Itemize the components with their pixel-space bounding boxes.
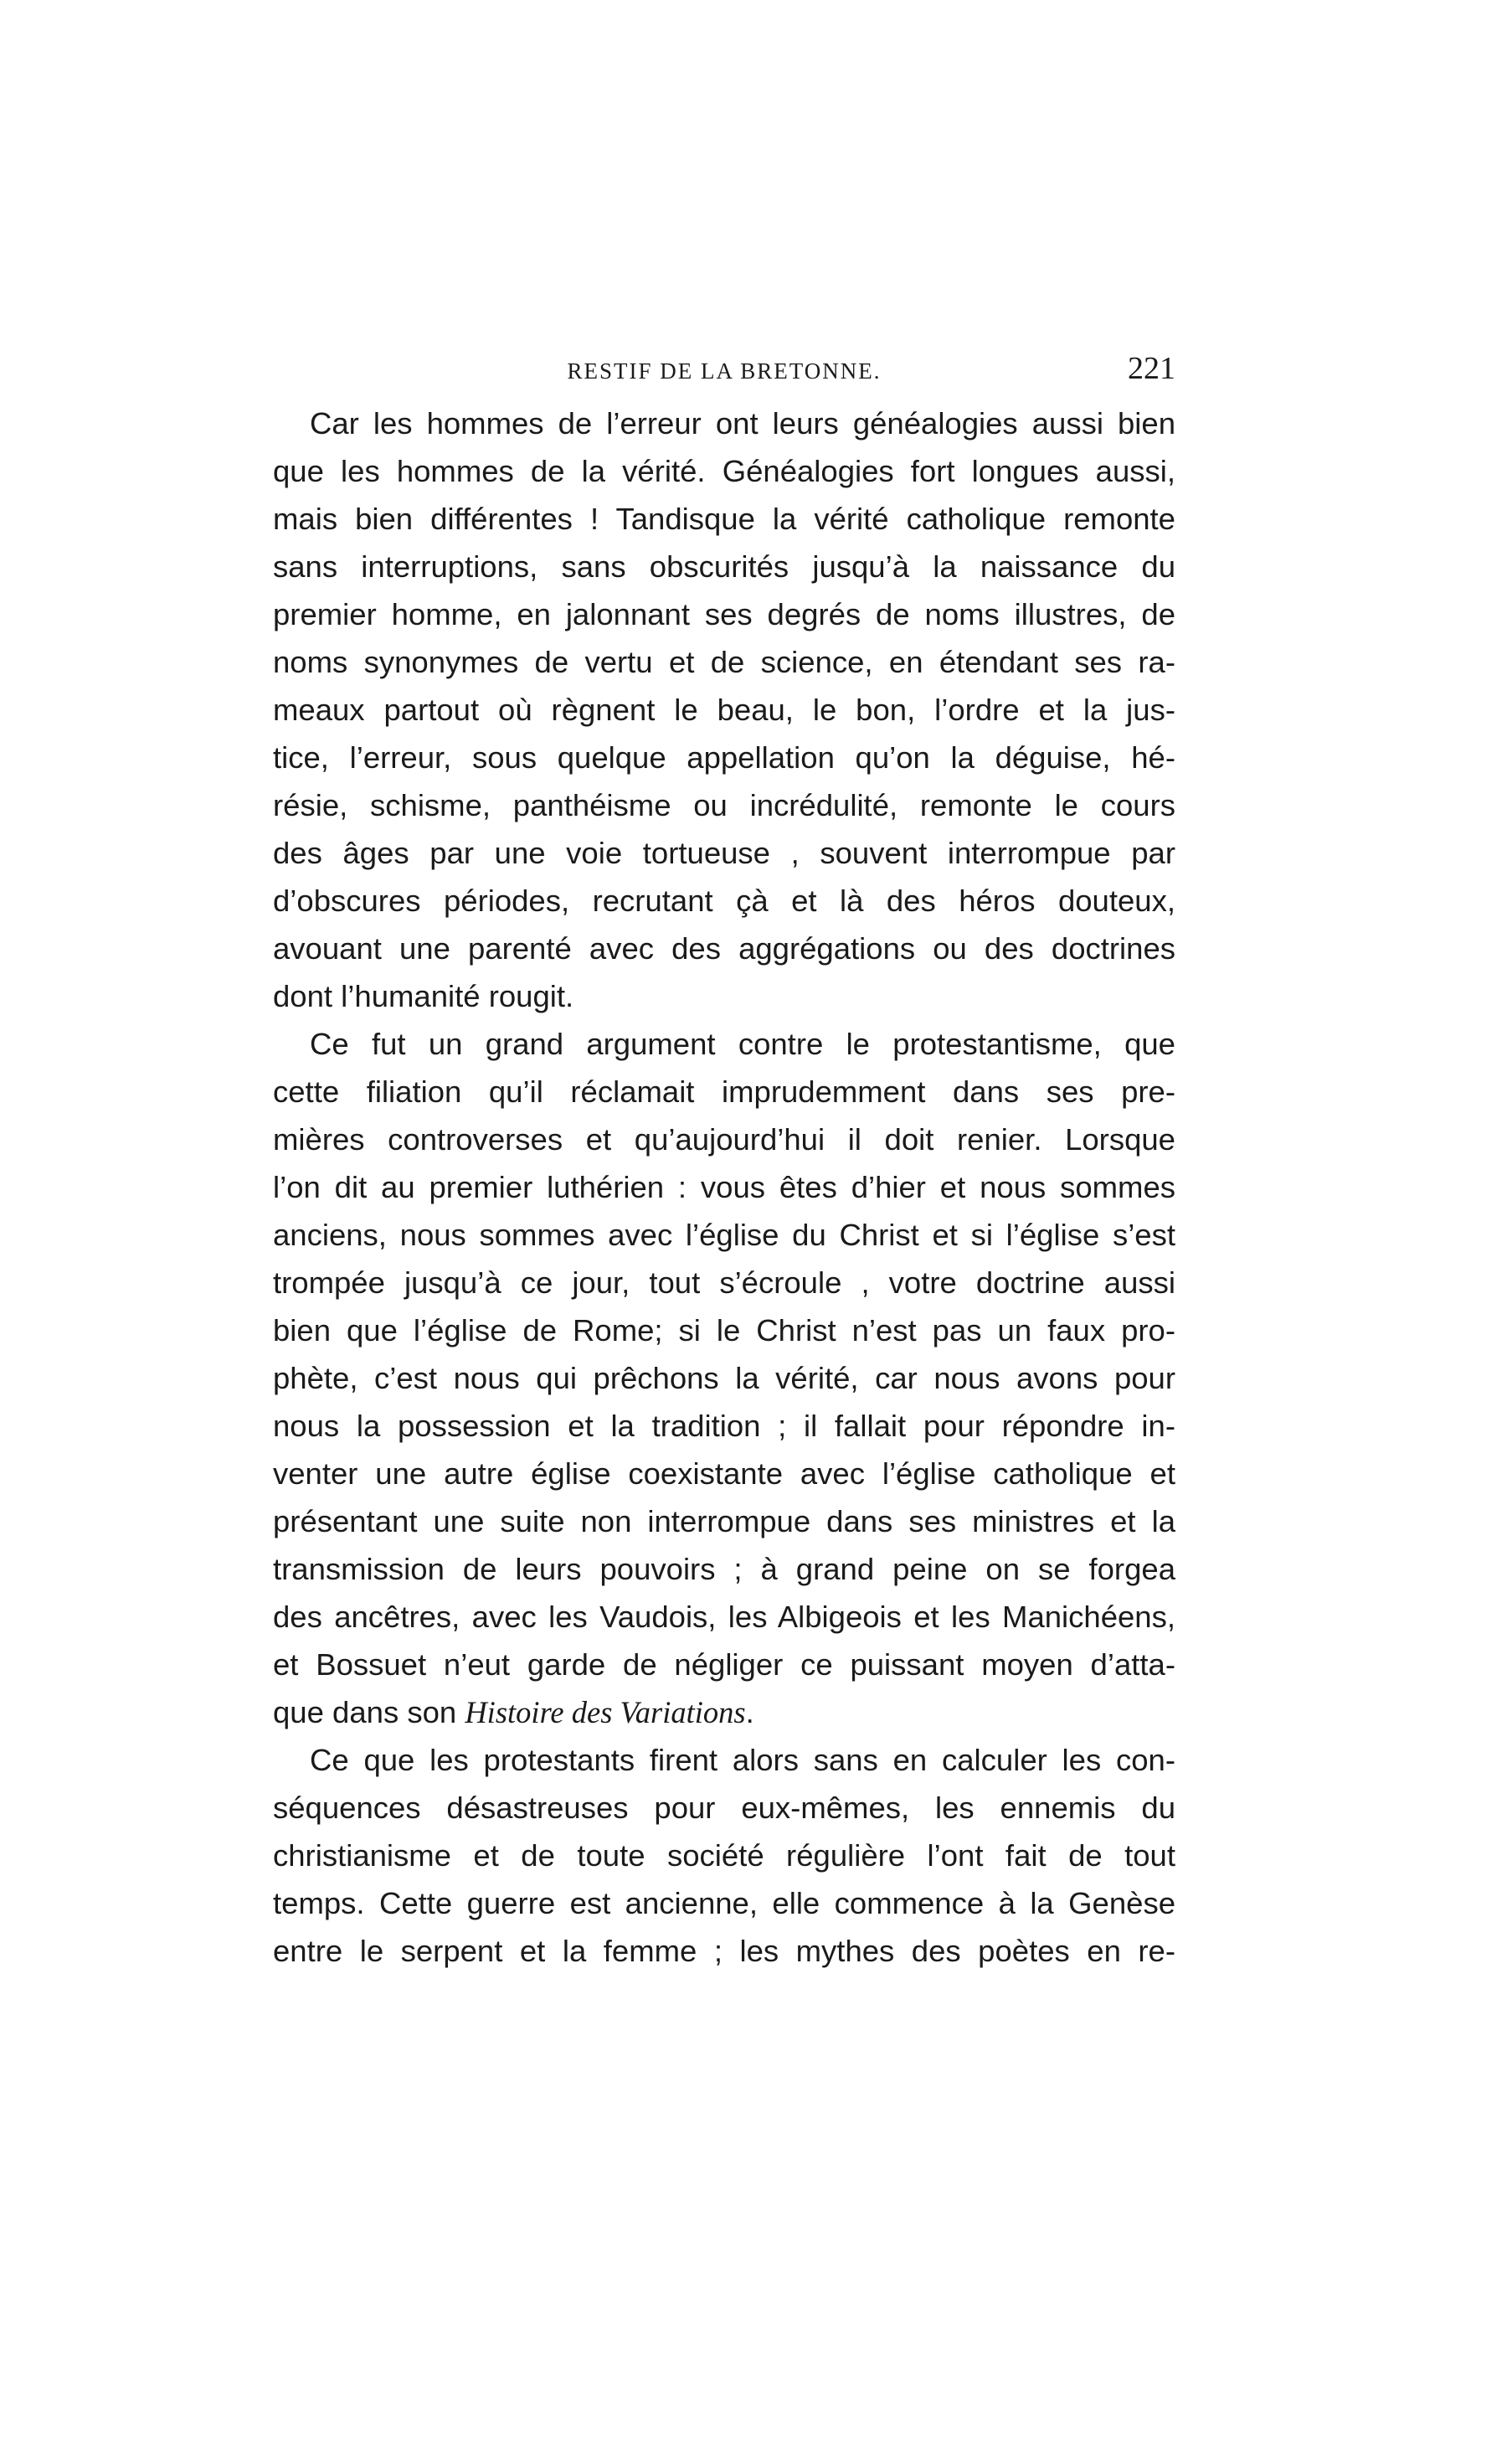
text-line: que les hommes de la vérité. Généalogies fort longues aussi,: [273, 454, 1175, 488]
line-prefix: que dans son: [273, 1695, 465, 1729]
text-line-with-title: [273, 1688, 1175, 1736]
paragraph-1: [273, 399, 1175, 1020]
text-line: Car les hommes de l’erreur ont leurs généalogies aussi bien: [310, 406, 1175, 441]
text-line: d’obscures périodes, recrutant çà et là des héros douteux,: [273, 884, 1175, 918]
body-text: [273, 399, 1175, 1975]
text-line: des ancêtres, avec les Vaudois, les Albigeois et les Manichéens,: [273, 1600, 1175, 1634]
text-line: anciens, nous sommes avec l’église du Christ et si l’église s’est: [273, 1218, 1175, 1252]
running-head: [273, 350, 1175, 400]
text-line: bien que l’église de Rome; si le Christ n’est pas un faux pro-: [273, 1313, 1175, 1348]
text-line: avouant une parenté avec des aggrégations ou des doctrines: [273, 931, 1175, 966]
text-line: mais bien différentes ! Tandisque la vérité catholique remonte: [273, 502, 1175, 536]
running-title: RESTIF DE LA BRETONNE.: [567, 358, 882, 384]
text-line: Ce que les protestants firent alors sans en calculer les con-: [310, 1743, 1175, 1777]
line-suffix: .: [745, 1695, 754, 1729]
text-line: premier homme, en jalonnant ses degrés de noms illustres, de: [273, 597, 1175, 631]
text-line: transmission de leurs pouvoirs ; à grand peine on se forgea: [273, 1552, 1175, 1586]
text-line: noms synonymes de vertu et de science, en étendant ses ra-: [273, 645, 1175, 679]
text-line: mières controverses et qu’aujourd’hui il doit renier. Lorsque: [273, 1122, 1175, 1157]
text-line: meaux partout où règnent le beau, le bon, l’ordre et la jus-: [273, 693, 1175, 727]
paragraph-2: [273, 1020, 1175, 1736]
text-line: temps. Cette guerre est ancienne, elle commence à la Genèse: [273, 1886, 1175, 1920]
text-line: tice, l’erreur, sous quelque appellation qu’on la déguise, hé-: [273, 740, 1175, 775]
text-line: des âges par une voie tortueuse , souvent interrompue par: [273, 836, 1175, 870]
text-line: nous la possession et la tradition ; il fallait pour répondre in-: [273, 1409, 1175, 1443]
text-line: entre le serpent et la femme ; les mythes des poètes en re-: [273, 1934, 1175, 1968]
book-title: Histoire des Variations: [465, 1695, 746, 1729]
text-line: cette filiation qu’il réclamait imprudemment dans ses pre-: [273, 1074, 1175, 1109]
text-line: venter une autre église coexistante avec l’église catholique et: [273, 1456, 1175, 1491]
page-number: 221: [1128, 351, 1175, 386]
text-line: séquences désastreuses pour eux-mêmes, les ennemis du: [273, 1791, 1175, 1825]
text-line: christianisme et de toute société régulière l’ont fait de tout: [273, 1838, 1175, 1873]
paragraph-3: [273, 1736, 1175, 1975]
text-line: présentant une suite non interrompue dans ses ministres et la: [273, 1504, 1175, 1538]
text-line: l’on dit au premier luthérien : vous êtes d’hier et nous sommes: [273, 1170, 1175, 1204]
text-line: trompée jusqu’à ce jour, tout s’écroule , votre doctrine aussi: [273, 1265, 1175, 1300]
text-line: sans interruptions, sans obscurités jusqu’à la naissance du: [273, 549, 1175, 584]
text-line: résie, schisme, panthéisme ou incrédulité, remonte le cours: [273, 788, 1175, 822]
text-line: phète, c’est nous qui prêchons la vérité, car nous avons pour: [273, 1361, 1175, 1395]
text-line: et Bossuet n’eut garde de négliger ce puissant moyen d’atta-: [273, 1647, 1175, 1682]
text-line: Ce fut un grand argument contre le protestantisme, que: [310, 1027, 1175, 1061]
text-line: dont l’humanité rougit.: [273, 979, 574, 1013]
